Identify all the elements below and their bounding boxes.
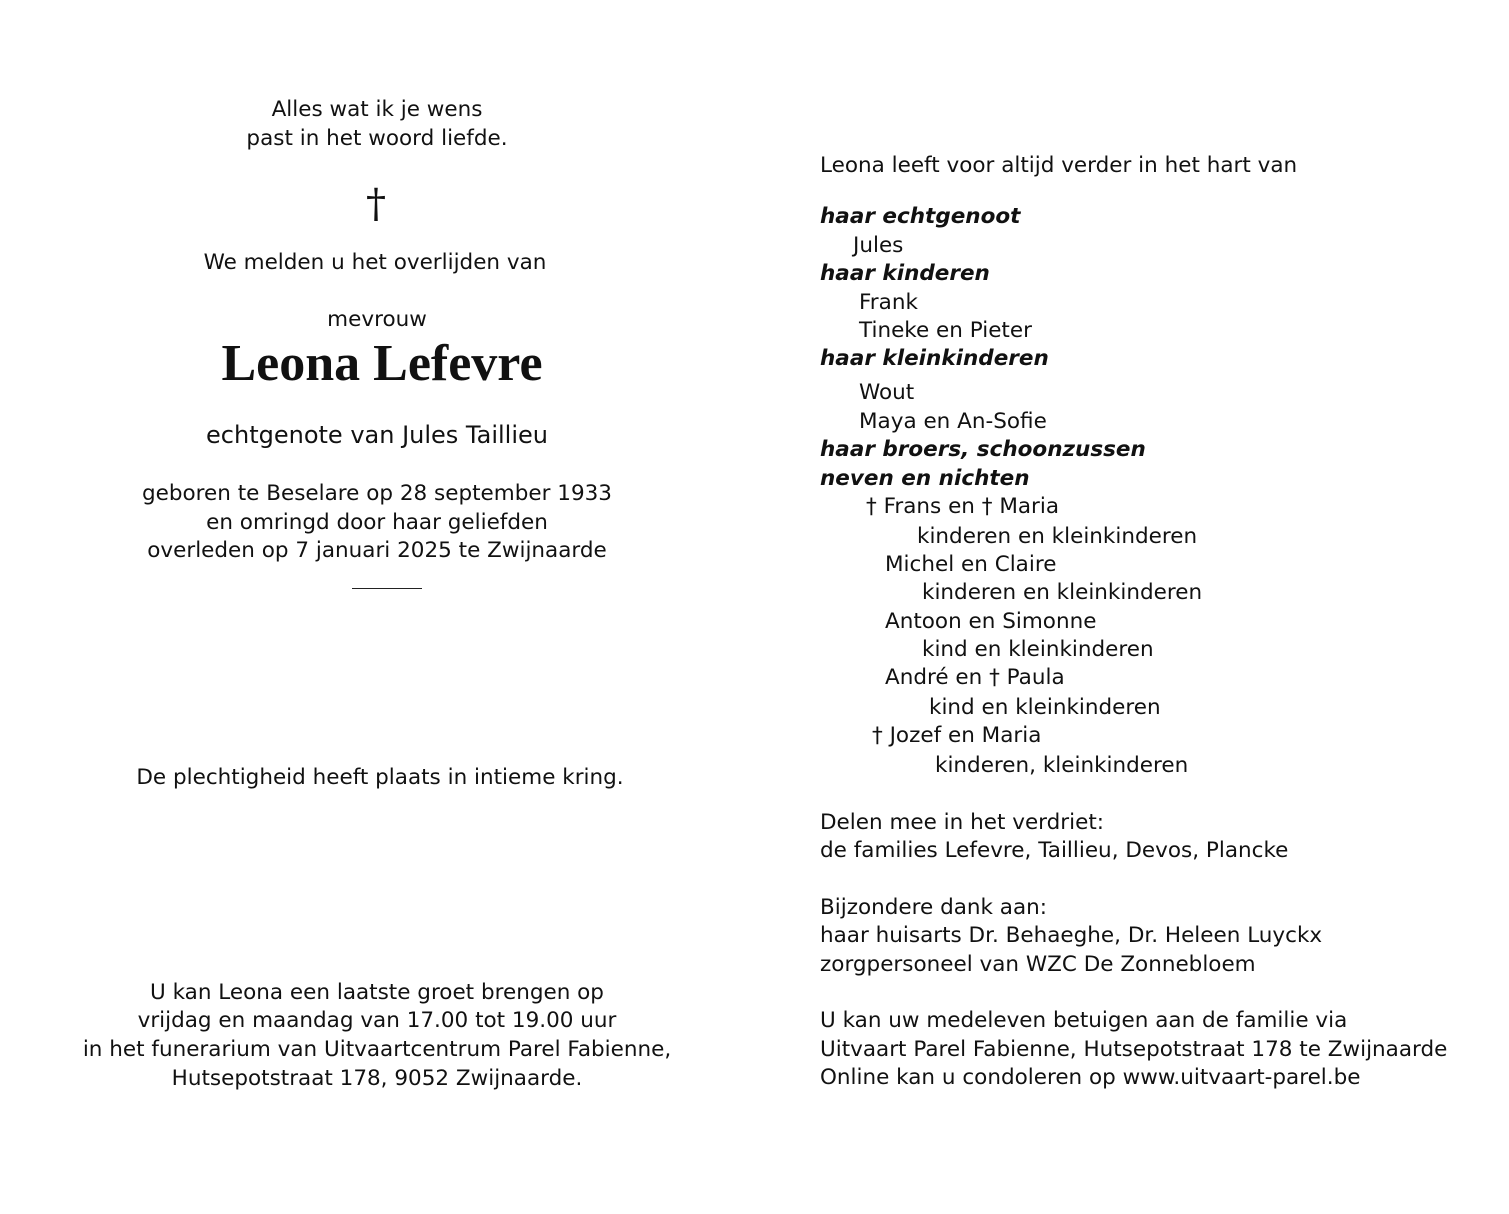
family-heading: haar kleinkinderen (820, 346, 1049, 371)
family-member: Tineke en Pieter (859, 318, 1032, 343)
ceremony-text: De plechtigheid heeft plaats in intieme kring. (136, 765, 624, 790)
visit-line-3: in het funerarium van Uitvaartcentrum Parel Fabienne, (82, 1037, 672, 1062)
visit-line-2: vrijdag en maandag van 17.00 tot 19.00 uur (137, 1008, 617, 1033)
family-member: Maya en An-Sofie (859, 409, 1047, 434)
family-heading: haar broers, schoonzussen (820, 437, 1146, 462)
family-member: kind en kleinkinderen (929, 695, 1161, 720)
family-heading: haar kinderen (820, 261, 990, 286)
condolence-line-2: Uitvaart Parel Fabienne, Hutsepotstraat 178 te Zwijnaarde (820, 1037, 1448, 1062)
death-line: overleden op 7 januari 2025 te Zwijnaarde (147, 538, 607, 563)
condolence-line-1: U kan uw medeleven betuigen aan de familie via (820, 1008, 1348, 1033)
share-line-1: Delen mee in het verdriet: (820, 810, 1105, 835)
divider (352, 588, 422, 589)
title-text: mevrouw (327, 307, 427, 332)
family-member: Antoon en Simonne (885, 609, 1097, 634)
family-member: kinderen en kleinkinderen (922, 580, 1203, 605)
cross-icon: † (366, 181, 386, 227)
thanks-line-2: haar huisarts Dr. Behaeghe, Dr. Heleen Luyckx (820, 923, 1323, 948)
share-line-2: de families Lefevre, Taillieu, Devos, Plancke (820, 838, 1289, 863)
family-member: André en † Paula (885, 665, 1065, 690)
visit-line-4: Hutsepotstraat 178, 9052 Zwijnaarde. (171, 1066, 583, 1091)
surrounded-line: en omringd door haar geliefden (206, 510, 548, 535)
intro-text: Leona leeft voor altijd verder in het hart van (820, 153, 1298, 178)
family-heading: neven en nichten (820, 466, 1030, 491)
deceased-name: Leona Lefevre (221, 335, 543, 392)
thanks-line-1: Bijzondere dank aan: (820, 895, 1048, 920)
family-member: † Frans en † Maria (866, 494, 1060, 519)
family-member: † Jozef en Maria (872, 723, 1042, 748)
family-member: Jules (853, 233, 904, 258)
spouse-line: echtgenote van Jules Taillieu (206, 421, 548, 449)
birth-line: geboren te Beselare op 28 september 1933 (142, 481, 612, 506)
motto-line-1: Alles wat ik je wens (271, 97, 483, 122)
family-member: Frank (859, 290, 918, 315)
visit-line-1: U kan Leona een laatste groet brengen op (150, 980, 604, 1005)
motto-line-2: past in het woord liefde. (246, 126, 508, 151)
thanks-line-3: zorgpersoneel van WZC De Zonnebloem (820, 952, 1256, 977)
family-member: Wout (859, 380, 915, 405)
announcement-text: We melden u het overlijden van (203, 250, 547, 275)
family-heading: haar echtgenoot (820, 204, 1021, 229)
family-member: kind en kleinkinderen (922, 637, 1154, 662)
condolence-line-3: Online kan u condoleren op www.uitvaart-parel.be (820, 1065, 1361, 1090)
family-member: Michel en Claire (885, 552, 1057, 577)
family-member: kinderen en kleinkinderen (917, 524, 1198, 549)
family-member: kinderen, kleinkinderen (935, 753, 1189, 778)
